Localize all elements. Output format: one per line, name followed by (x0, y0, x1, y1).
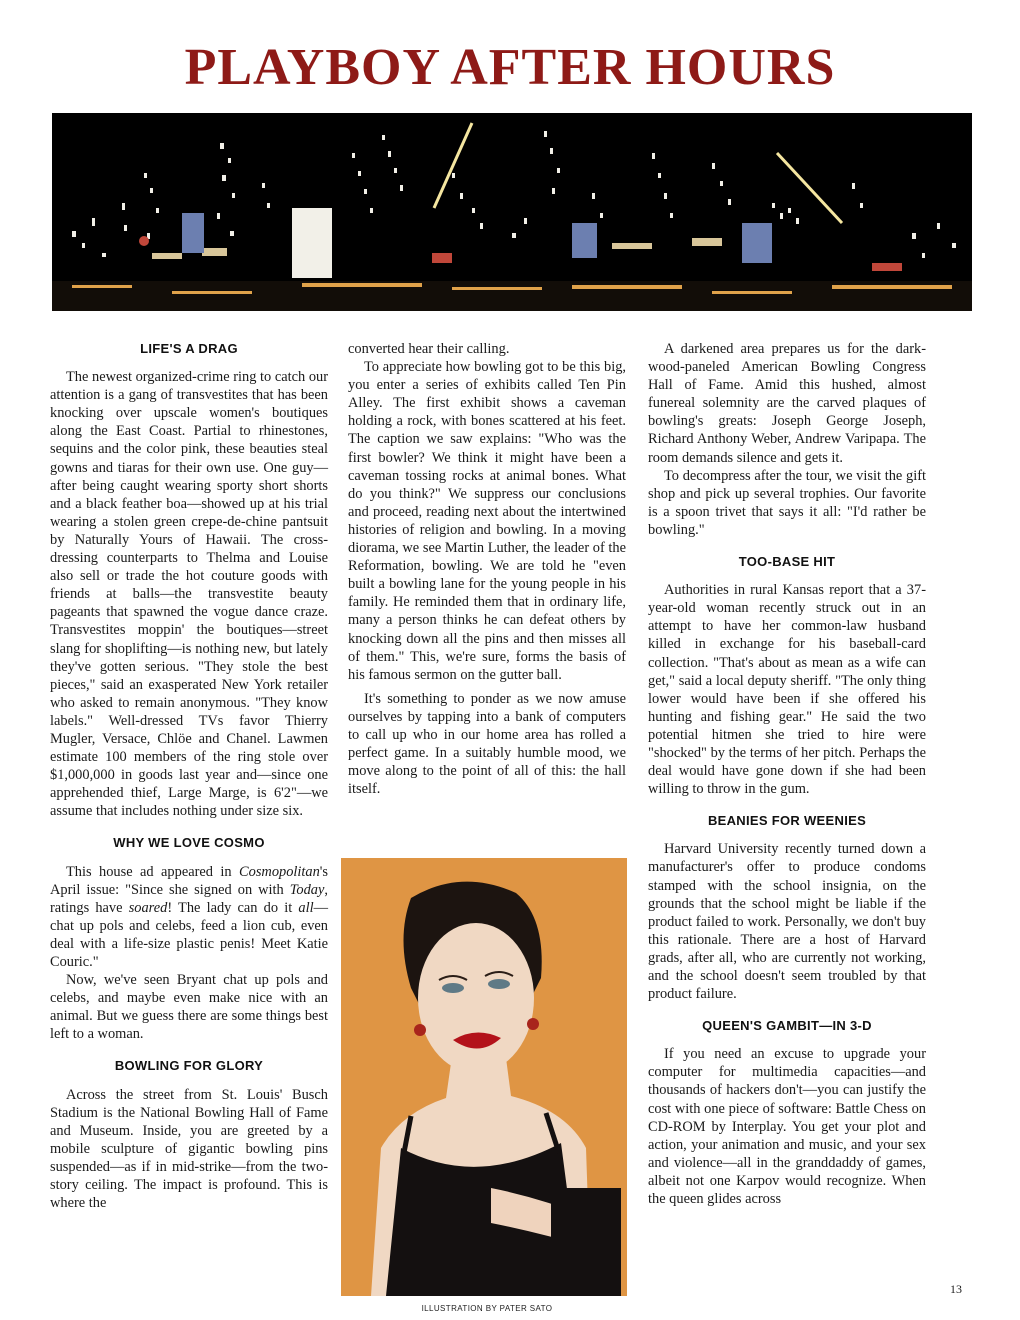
page-title: PLAYBOY AFTER HOURS (184, 39, 836, 96)
paragraph: Now, we've seen Bryant chat up pols and celebs, and maybe even make nice with an animal. But we guess there are some things best left to a woman. (50, 972, 328, 1043)
page-number: 13 (950, 1282, 962, 1296)
paragraph: Harvard University recently turned down a manufacturer's offer to produce condoms stamped with the school insignia, on the grounds that the school might be liable if the product failed to work. Personally, we don't buy this rationale. There are a host of Harvard grads, after all, who are currently not working, and the school doesn't seem troubled by that product failure. (648, 841, 926, 1003)
section-heading-bowling-for-glory: BOWLING FOR GLORY (114, 1058, 264, 1074)
paragraph: The newest organized-crime ring to catch our attention is a gang of transvestites that has been knocking over upscale women's boutiques along the East Coast. Partial to rhinestones, sequins and the color pink, these beauties steal gowns and tiaras for their own use. One guy—after being caught wearing sporty short shorts and a black feather boa—showed up at his trial wearing a stolen green crepe-de-chine pantsuit by Naturally Yours of Hawaii. The cross-dressing counterparts to Thelma and Louise also sell or trade the hot couture goods with friends at balls—the transvestite beauty pageants that spawned the vogue dance craze. Transvestites moppin' the boutiques—street slang for shoplifting—is nothing new, but lately they've gotten serious. "They stole the best pieces," said an exasperated New York retailer who asked to remain anonymous. "They know labels." Well-dressed TVs favor Thierry Mugler, Versace, Chlöe and Chanel. Lawmen estimate 100 members of the ring stole over $1,000,000 in goods last year and—since one apprehended thief, Large Marge, is 6'2"—we assume that includes nothing under size six. (50, 369, 328, 820)
paragraph: converted hear their calling. (348, 341, 510, 357)
paragraph: This house ad appeared in Cosmopolitan's April issue: "Since she signed on with Today, ratings have soared! The lady can do it all—chat up pols and celebs, feed a lion cub, even deal with a life-size plastic penis! Meet Katie Couric." (50, 863, 329, 970)
section-heading-too-base-hit: TOO-BASE HIT (738, 554, 836, 570)
paragraph: To appreciate how bowling got to be this big, you enter a series of exhibits called Ten Pin Alley. The first exhibit shows a caveman holding a rock, with bones scattered at his feet. The caption we saw explains: "Who was the first bowler? We think it might have been a caveman tossing rocks at animal bones. What do you think?" We suppress our conclusions and proceed, reading next about the intertwined histories of religion and bowling. In a moving diorama, we see Martin Luther, the leader of the Reformation, bowling. We are told he "even built a bowling lane for the young people in his family. He reminded them that in ordinary life, many a person thinks he can defeat others by knocking down all the pins and then misses all of them." This, we're sure, forms the basis of his famous sermon on the gutter ball. (348, 359, 626, 683)
illustration-credit: ILLUSTRATION BY PATER SATO (421, 1304, 553, 1313)
column-right (648, 340, 926, 1208)
portrait-svg (341, 858, 627, 1296)
column-left (50, 340, 328, 1212)
section-heading-lifes-a-drag: LIFE'S A DRAG (140, 341, 238, 356)
woman-portrait-illustration (341, 858, 627, 1296)
section-heading-why-we-love-cosmo: WHY WE LOVE COSMO (113, 835, 265, 851)
city-skyline-illustration (52, 113, 972, 311)
column-middle (348, 340, 626, 798)
paragraph: Authorities in rural Kansas report that a 37-year-old woman recently struck out in an attempt to have her common-law husband killed in exchange for his baseball-card collection. "That's about as mean as a wife can get," said a local deputy sheriff. "The only thing lower would have been if she offered his hunting and fishing gear." He said the two potential hitmen she tried to hire were "shocked" by the terms of her pitch. Perhaps the deal would have gone down if she had been willing to throw in the gum. (648, 582, 926, 798)
paragraph: A darkened area prepares us for the dark-wood-paneled American Bowling Congress Hall of Fame. Amid this hushed, almost funereal solemnity are the carved plaques of bowling's greats: Joseph George Joseph, Richard Anthony Weber, Andrew Varipapa. The room demands silence and gets it. (648, 341, 926, 466)
paragraph: To decompress after the tour, we visit the gift shop and pick up several trophies. Our favorite is a spoon trivet that says it all: "I'd rather be bowling." (648, 467, 926, 538)
paragraph: If you need an excuse to upgrade your computer for multimedia capacities—and thousands of hackers don't—you can justify the cost with one piece of software: Battle Chess on CD-ROM by Interplay. You get your plot and action, your animation and music, and your sex and violence—all in the granddaddy of games, albeit not one Karpov would recognize. When the queen glides across (648, 1046, 926, 1208)
skyline-svg (52, 113, 972, 311)
paragraph: Across the street from St. Louis' Busch Stadium is the National Bowling Hall of Fame and Museum. Inside, you are greeted by a mobile sculpture of gigantic bowling pins suspended—as if in mid-strike—from the two-story ceiling. The impact is profound. This is where the (50, 1086, 328, 1212)
section-heading-beanies-for-weenies: BEANIES FOR WEENIES (707, 813, 867, 829)
paragraph: It's something to ponder as we now amuse ourselves by tapping into a bank of computers to call up who in our home area has rolled a perfect game. In a suitably humble mood, we move along to the point of all of this: the hall itself. (348, 690, 626, 798)
section-heading-queens-gambit: QUEEN'S GAMBIT—IN 3-D (702, 1018, 872, 1034)
